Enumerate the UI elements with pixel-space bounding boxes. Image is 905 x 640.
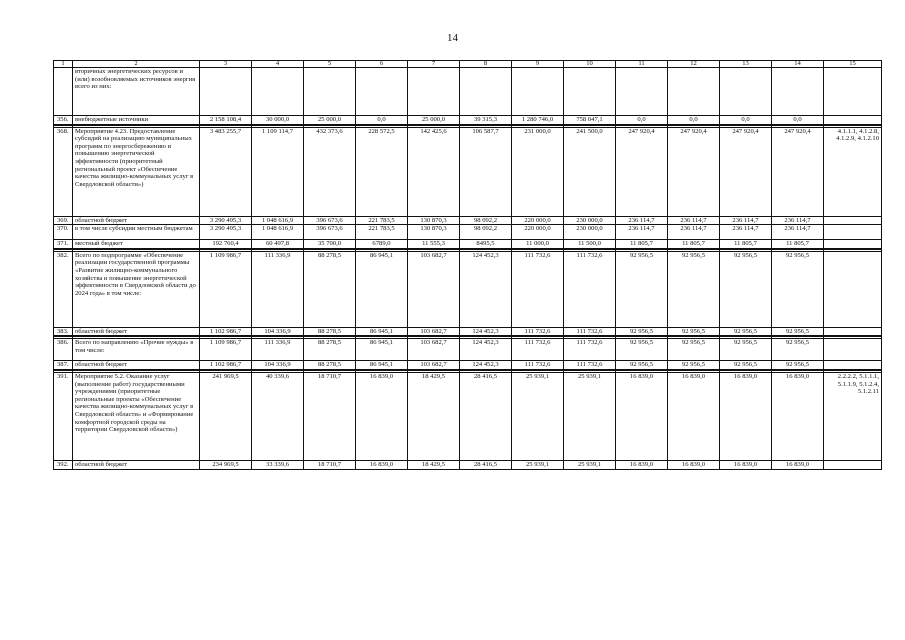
value-cell: 16 839,0 <box>616 372 668 460</box>
table-row <box>54 339 882 361</box>
value-cell: 111 732,6 <box>564 327 616 336</box>
row-number <box>54 68 73 116</box>
value-cell: 92 956,5 <box>772 339 824 361</box>
value-cell: 0,0 <box>616 116 668 125</box>
value-cell: 92 956,5 <box>720 339 772 361</box>
value-cell: 11 555,3 <box>408 240 460 249</box>
target-codes <box>824 251 882 327</box>
value-cell: 18 710,7 <box>304 460 356 469</box>
table-row <box>54 216 882 225</box>
value-cell: 16 839,0 <box>356 372 408 460</box>
value-cell: 0,0 <box>772 116 824 125</box>
value-cell <box>720 68 772 116</box>
row-description: в том числе субсидии местным бюджетам <box>73 225 200 240</box>
column-header: 12 <box>668 61 720 68</box>
value-cell: 92 956,5 <box>772 327 824 336</box>
value-cell <box>356 68 408 116</box>
value-cell: 86 945,1 <box>356 361 408 370</box>
value-cell: 236 114,7 <box>616 225 668 240</box>
value-cell: 104 336,9 <box>252 361 304 370</box>
column-header: 7 <box>408 61 460 68</box>
value-cell: 18 429,5 <box>408 372 460 460</box>
value-cell: 16 839,0 <box>668 460 720 469</box>
value-cell: 396 673,6 <box>304 216 356 225</box>
value-cell: 1 109 986,7 <box>200 339 252 361</box>
value-cell: 16 839,0 <box>616 460 668 469</box>
column-header: 11 <box>616 61 668 68</box>
value-cell: 0,0 <box>668 116 720 125</box>
value-cell: 103 682,7 <box>408 361 460 370</box>
value-cell: 230 000,0 <box>564 216 616 225</box>
row-description: областной бюджет <box>73 460 200 469</box>
target-codes <box>824 361 882 370</box>
value-cell: 142 425,6 <box>408 127 460 216</box>
value-cell: 11 805,7 <box>772 240 824 249</box>
value-cell: 60 497,8 <box>252 240 304 249</box>
value-cell: 0,0 <box>720 116 772 125</box>
budget-table <box>53 60 882 470</box>
value-cell: 241 500,0 <box>564 127 616 216</box>
row-number: 382. <box>54 251 73 327</box>
value-cell: 1 048 616,9 <box>252 216 304 225</box>
value-cell: 86 945,1 <box>356 339 408 361</box>
value-cell: 30 000,0 <box>252 116 304 125</box>
value-cell: 236 114,7 <box>668 225 720 240</box>
target-codes <box>824 339 882 361</box>
row-description: областной бюджет <box>73 216 200 225</box>
value-cell: 230 000,0 <box>564 225 616 240</box>
value-cell: 11 000,0 <box>512 240 564 249</box>
value-cell: 25 939,1 <box>564 460 616 469</box>
column-header: 13 <box>720 61 772 68</box>
value-cell: 11 805,7 <box>720 240 772 249</box>
value-cell: 236 114,7 <box>616 216 668 225</box>
row-number: 356. <box>54 116 73 125</box>
value-cell: 88 278,5 <box>304 361 356 370</box>
target-codes <box>824 116 882 125</box>
value-cell: 221 783,5 <box>356 225 408 240</box>
value-cell: 0,0 <box>356 116 408 125</box>
value-cell: 92 956,5 <box>616 327 668 336</box>
value-cell: 39 315,3 <box>460 116 512 125</box>
value-cell: 92 956,5 <box>720 251 772 327</box>
column-header: 1 <box>54 61 73 68</box>
table-row <box>54 127 882 216</box>
row-description: вторичных энергетических ресурсов и (или) возобновляемых источников энергия всего из них: <box>73 68 200 116</box>
target-codes <box>824 225 882 240</box>
value-cell: 236 114,7 <box>720 225 772 240</box>
value-cell: 16 839,0 <box>668 372 720 460</box>
value-cell <box>772 68 824 116</box>
value-cell: 16 839,0 <box>772 460 824 469</box>
header-row <box>54 61 882 68</box>
value-cell <box>408 68 460 116</box>
value-cell: 11 805,7 <box>668 240 720 249</box>
value-cell <box>668 68 720 116</box>
value-cell: 88 278,5 <box>304 327 356 336</box>
value-cell: 1 102 986,7 <box>200 361 252 370</box>
value-cell: 98 092,2 <box>460 225 512 240</box>
value-cell: 6789,0 <box>356 240 408 249</box>
value-cell: 16 839,0 <box>720 460 772 469</box>
value-cell <box>200 68 252 116</box>
row-description: областной бюджет <box>73 327 200 336</box>
value-cell: 103 682,7 <box>408 327 460 336</box>
row-description: Мероприятие 4.23. Предоставление субсидий на реализацию муниципальных программ по энергосбережению и повышению энергетической эффективности (приоритетный региональный проект «Обеспечение качества жилищно-коммунальных услуг в Свердловской области») <box>73 127 200 216</box>
value-cell <box>252 68 304 116</box>
table-row <box>54 460 882 469</box>
value-cell: 221 783,5 <box>356 216 408 225</box>
target-codes <box>824 240 882 249</box>
value-cell: 40 339,6 <box>252 372 304 460</box>
value-cell: 88 278,5 <box>304 251 356 327</box>
value-cell: 228 572,5 <box>356 127 408 216</box>
column-header: 5 <box>304 61 356 68</box>
table-row <box>54 68 882 116</box>
value-cell: 236 114,7 <box>668 216 720 225</box>
value-cell: 1 109 986,7 <box>200 251 252 327</box>
value-cell: 25 939,1 <box>564 372 616 460</box>
value-cell: 3 290 495,3 <box>200 225 252 240</box>
value-cell: 247 920,4 <box>616 127 668 216</box>
table-row <box>54 372 882 460</box>
value-cell: 11 805,7 <box>616 240 668 249</box>
value-cell: 25 939,1 <box>512 460 564 469</box>
value-cell: 92 956,5 <box>772 361 824 370</box>
value-cell: 124 452,3 <box>460 327 512 336</box>
row-number: 368. <box>54 127 73 216</box>
value-cell: 88 278,5 <box>304 339 356 361</box>
value-cell: 33 339,6 <box>252 460 304 469</box>
value-cell: 86 945,1 <box>356 251 408 327</box>
row-number: 391. <box>54 372 73 460</box>
value-cell: 92 956,5 <box>772 251 824 327</box>
value-cell: 92 956,5 <box>616 361 668 370</box>
target-codes: 2.2.2.2, 5.1.1.1, 5.1.1.9, 5.1.2.4, 5.1.2.11 <box>824 372 882 460</box>
table-row <box>54 251 882 327</box>
value-cell: 111 336,9 <box>252 339 304 361</box>
value-cell: 111 732,6 <box>564 361 616 370</box>
value-cell: 247 920,4 <box>720 127 772 216</box>
value-cell: 396 673,6 <box>304 225 356 240</box>
row-number: 371. <box>54 240 73 249</box>
table-row <box>54 225 882 240</box>
value-cell: 124 452,3 <box>460 361 512 370</box>
value-cell: 18 710,7 <box>304 372 356 460</box>
value-cell: 35 700,0 <box>304 240 356 249</box>
row-number: 370. <box>54 225 73 240</box>
row-number: 387. <box>54 361 73 370</box>
row-description: внебюджетные источники <box>73 116 200 125</box>
value-cell: 758 047,1 <box>564 116 616 125</box>
table-row <box>54 327 882 336</box>
value-cell: 92 956,5 <box>668 251 720 327</box>
target-codes <box>824 68 882 116</box>
row-number: 392. <box>54 460 73 469</box>
row-number: 386. <box>54 339 73 361</box>
value-cell: 25 000,0 <box>304 116 356 125</box>
column-header: 14 <box>772 61 824 68</box>
column-header: 10 <box>564 61 616 68</box>
value-cell: 247 920,4 <box>668 127 720 216</box>
value-cell: 111 732,6 <box>564 251 616 327</box>
value-cell: 1 109 114,7 <box>252 127 304 216</box>
value-cell: 92 956,5 <box>720 327 772 336</box>
value-cell: 25 939,1 <box>512 372 564 460</box>
value-cell: 236 114,7 <box>720 216 772 225</box>
column-header: 3 <box>200 61 252 68</box>
value-cell: 25 000,0 <box>408 116 460 125</box>
column-header: 6 <box>356 61 408 68</box>
value-cell: 1 102 986,7 <box>200 327 252 336</box>
value-cell: 130 870,3 <box>408 216 460 225</box>
value-cell: 234 969,5 <box>200 460 252 469</box>
value-cell: 111 336,9 <box>252 251 304 327</box>
value-cell: 92 956,5 <box>616 339 668 361</box>
target-codes <box>824 216 882 225</box>
value-cell: 92 956,5 <box>720 361 772 370</box>
value-cell: 236 114,7 <box>772 216 824 225</box>
value-cell: 1 048 616,9 <box>252 225 304 240</box>
value-cell: 241 969,5 <box>200 372 252 460</box>
value-cell: 16 839,0 <box>356 460 408 469</box>
value-cell: 11 500,0 <box>564 240 616 249</box>
column-header: 15 <box>824 61 882 68</box>
value-cell: 98 092,2 <box>460 216 512 225</box>
value-cell <box>512 68 564 116</box>
table-row <box>54 240 882 249</box>
value-cell: 3 483 255,7 <box>200 127 252 216</box>
value-cell <box>304 68 356 116</box>
target-codes <box>824 327 882 336</box>
value-cell: 16 839,0 <box>720 372 772 460</box>
value-cell <box>460 68 512 116</box>
column-header: 4 <box>252 61 304 68</box>
value-cell: 111 732,6 <box>512 339 564 361</box>
value-cell: 236 114,7 <box>772 225 824 240</box>
value-cell: 124 452,3 <box>460 251 512 327</box>
value-cell: 111 732,6 <box>564 339 616 361</box>
row-description: Всего по подпрограмме «Обеспечение реализации государственной программы «Развитие жилищно-коммунального хозяйства и повышение энергетической эффективности в Свердловской области до 2024 года» в том числе: <box>73 251 200 327</box>
value-cell: 192 760,4 <box>200 240 252 249</box>
column-header: 8 <box>460 61 512 68</box>
value-cell: 111 732,6 <box>512 251 564 327</box>
value-cell: 111 732,6 <box>512 361 564 370</box>
row-number: 383. <box>54 327 73 336</box>
value-cell: 86 945,1 <box>356 327 408 336</box>
column-header: 9 <box>512 61 564 68</box>
row-description: Мероприятие 5.2. Оказание услуг (выполнение работ) государственными учреждениями (приоритетные региональные проекты «Обеспечение качества жилищно-коммунальных услуг в Свердловской области» и «Формирование комфортной городской среды на территории Свердловской области») <box>73 372 200 460</box>
value-cell: 28 416,5 <box>460 460 512 469</box>
value-cell: 3 290 495,3 <box>200 216 252 225</box>
row-description: Всего по направлению «Прочие нужды» в том числе: <box>73 339 200 361</box>
value-cell: 92 956,5 <box>668 361 720 370</box>
value-cell: 220 000,0 <box>512 216 564 225</box>
column-header: 2 <box>73 61 200 68</box>
row-number: 369. <box>54 216 73 225</box>
target-codes <box>824 460 882 469</box>
value-cell: 106 587,7 <box>460 127 512 216</box>
value-cell: 111 732,6 <box>512 327 564 336</box>
value-cell: 2 158 108,4 <box>200 116 252 125</box>
value-cell: 247 920,4 <box>772 127 824 216</box>
row-description: областной бюджет <box>73 361 200 370</box>
row-description: местный бюджет <box>73 240 200 249</box>
value-cell: 103 682,7 <box>408 251 460 327</box>
value-cell: 432 373,6 <box>304 127 356 216</box>
value-cell: 92 956,5 <box>668 327 720 336</box>
page-number: 14 <box>447 32 458 44</box>
value-cell: 104 336,9 <box>252 327 304 336</box>
value-cell: 124 452,3 <box>460 339 512 361</box>
value-cell: 1 280 746,0 <box>512 116 564 125</box>
value-cell: 92 956,5 <box>616 251 668 327</box>
value-cell: 130 870,3 <box>408 225 460 240</box>
value-cell: 92 956,5 <box>668 339 720 361</box>
table-row <box>54 361 882 370</box>
value-cell <box>564 68 616 116</box>
value-cell: 16 839,0 <box>772 372 824 460</box>
value-cell <box>616 68 668 116</box>
value-cell: 18 429,5 <box>408 460 460 469</box>
value-cell: 103 682,7 <box>408 339 460 361</box>
value-cell: 220 000,0 <box>512 225 564 240</box>
target-codes: 4.1.1.1, 4.1.2.8, 4.1.2.9, 4.1.2.10 <box>824 127 882 216</box>
table-row <box>54 116 882 125</box>
value-cell: 231 000,0 <box>512 127 564 216</box>
value-cell: 28 416,5 <box>460 372 512 460</box>
value-cell: 8495,5 <box>460 240 512 249</box>
